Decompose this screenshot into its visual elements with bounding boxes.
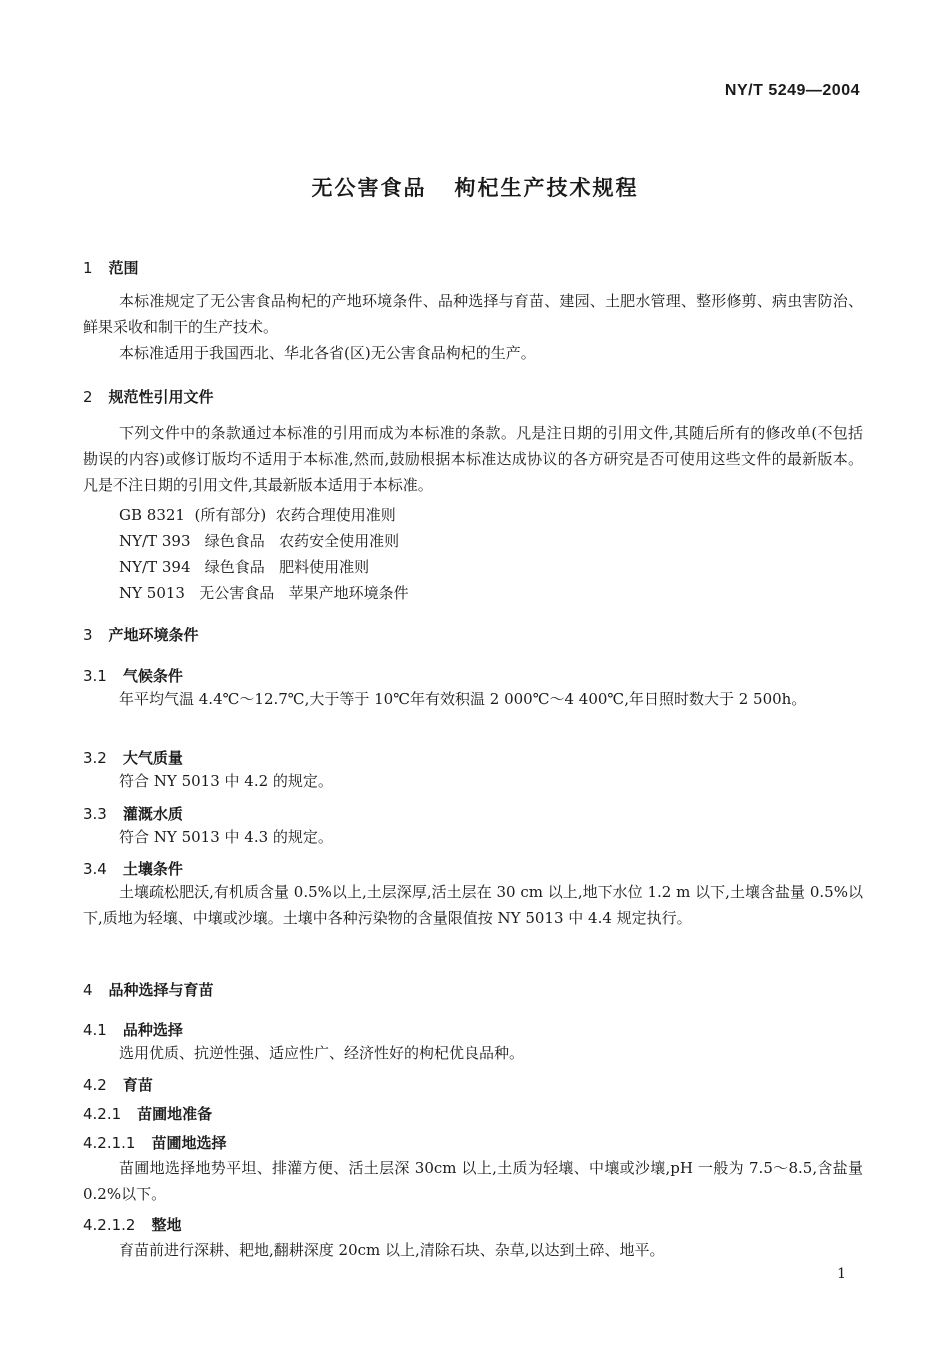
section-3-4-text: 土壤疏松肥沃,有机质含量 0.5%以上,土层深厚,活土层在 30 cm 以上,地下水位 1.2 m 以下,土壤含盐量 0.5%以下,质地为轻壤、中壤或沙壤。土壤中各种污染物的含量限值按 NY 5013 中 4.4 规定执行。 (83, 883, 863, 927)
section-4-2-1-1-text: 苗圃地选择地势平坦、排灌方便、活土层深 30cm 以上,土质为轻壤、中壤或沙壤,pH 一般为 7.5～8.5,含盐量 0.2%以下。 (83, 1159, 863, 1203)
section-4-2-1-1-heading: 4.2.1.1 苗圃地选择 (83, 1134, 227, 1152)
section-4-1-heading: 4.1 品种选择 (83, 1021, 183, 1039)
reference-item: NY 5013 无公害食品 苹果产地环境条件 (119, 584, 409, 602)
section-4-2-1-2-text: 育苗前进行深耕、耙地,翻耕深度 20cm 以上,清除石块、杂草,以达到土碎、地平。 (119, 1241, 665, 1259)
reference-item: NY/T 394 绿色食品 肥料使用准则 (119, 558, 370, 576)
section-4-2-heading: 4.2 育苗 (83, 1076, 153, 1094)
title-part1: 无公害食品 (311, 176, 427, 200)
reference-item: NY/T 393 绿色食品 农药安全使用准则 (119, 532, 400, 550)
section-3-2-heading: 3.2 大气质量 (83, 749, 183, 767)
page-number: 1 (837, 1266, 846, 1282)
section-2-paragraph: 下列文件中的条款通过本标准的引用而成为本标准的条款。凡是注日期的引用文件,其随后所有的修改单(不包括勘误的内容)或修订版均不适用于本标准,然而,鼓励根据本标准达成协议的各方研究是否可使用这些文件的最新版本。凡是不注日期的引用文件,其最新版本适用于本标准。 (83, 424, 863, 494)
section-3-3-text: 符合 NY 5013 中 4.3 的规定。 (119, 828, 333, 846)
section-1-paragraph-1: 本标准规定了无公害食品枸杞的产地环境条件、品种选择与育苗、建园、土肥水管理、整形修剪、病虫害防治、鲜果采收和制干的生产技术。 (83, 292, 863, 336)
section-3-3-heading: 3.3 灌溉水质 (83, 805, 183, 823)
section-3-1-heading: 3.1 气候条件 (83, 667, 183, 685)
section-3-heading: 3 产地环境条件 (83, 626, 199, 644)
section-4-1-text: 选用优质、抗逆性强、适应性广、经济性好的枸杞优良品种。 (119, 1044, 525, 1062)
section-4-heading: 4 品种选择与育苗 (83, 981, 214, 999)
section-1-heading: 1 范围 (83, 259, 139, 277)
section-1-paragraph-2: 本标准适用于我国西北、华北各省(区)无公害食品枸杞的生产。 (119, 344, 536, 362)
standard-number: NY/T 5249—2004 (724, 82, 860, 99)
title-part2: 枸杞生产技术规程 (454, 176, 639, 200)
section-4-2-1-2-heading: 4.2.1.2 整地 (83, 1216, 182, 1234)
section-3-2-text: 符合 NY 5013 中 4.2 的规定。 (119, 772, 333, 790)
section-3-1-text: 年平均气温 4.4℃～12.7℃,大于等于 10℃年有效积温 2 000℃～4 400℃,年日照时数大于 2 500h。 (119, 690, 807, 708)
section-4-2-1-heading: 4.2.1 苗圃地准备 (83, 1105, 213, 1123)
section-3-4-heading: 3.4 土壤条件 (83, 860, 183, 878)
document-title (0, 172, 950, 202)
reference-item: GB 8321 (所有部分) 农药合理使用准则 (119, 506, 396, 524)
section-2-heading: 2 规范性引用文件 (83, 388, 214, 406)
